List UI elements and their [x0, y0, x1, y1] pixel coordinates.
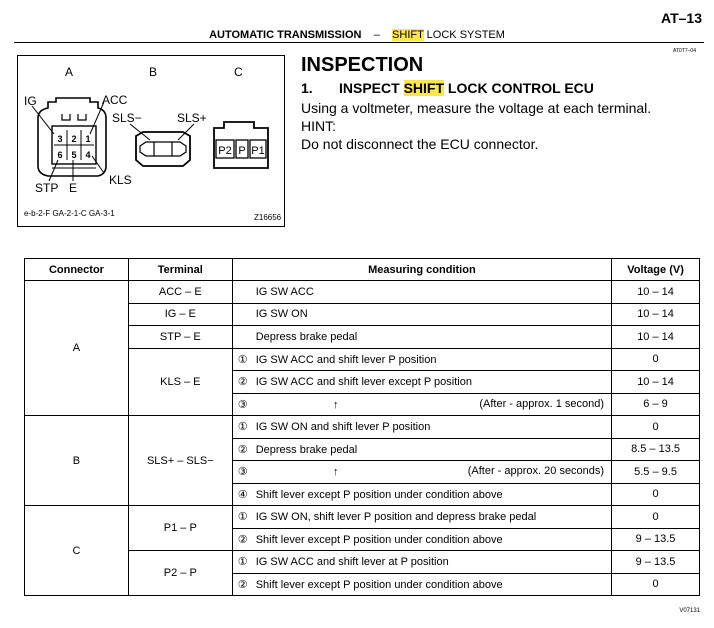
voltage-cell: 9 – 13.5	[612, 551, 700, 574]
step-post: LOCK CONTROL ECU	[444, 80, 594, 96]
step-1-title	[301, 80, 701, 97]
header-terminal: Terminal	[128, 259, 232, 281]
terminal-cell: P1 – P	[128, 506, 232, 551]
connector-cell: A	[25, 281, 129, 416]
voltage-cell: 10 – 14	[612, 281, 700, 304]
pin-a-3: 3	[57, 134, 63, 144]
terminal-cell: STP – E	[128, 326, 232, 349]
same-as-above-arrow: ↑	[332, 466, 339, 479]
step-marker: ②	[237, 376, 248, 389]
diagram-footer-right: Z16656	[254, 213, 282, 222]
header-condition: Measuring condition	[232, 259, 611, 281]
pin-a-1: 1	[85, 134, 91, 144]
connector-diagram	[17, 55, 285, 227]
step-marker: ①	[237, 556, 248, 569]
voltage-cell: 10 – 14	[612, 326, 700, 349]
terminal-cell: SLS+ – SLS−	[128, 416, 232, 506]
page-number: AT–13	[661, 10, 702, 26]
pin-c-p: P	[238, 145, 246, 157]
condition-text: Depress brake pedal	[255, 330, 358, 343]
diagram-footer-left: e-b-2-F GA-2-1-C GA-3-1	[24, 209, 115, 218]
hint-text: Do not disconnect the ECU connector.	[301, 136, 539, 152]
step-number: 1.	[301, 80, 313, 96]
header-rule	[14, 42, 704, 43]
step-marker: ②	[237, 578, 248, 591]
voltage-cell: 9 – 13.5	[612, 528, 700, 551]
condition-text: Shift lever except P position under condition above	[255, 488, 503, 501]
voltage-cell: 5.5 – 9.5	[612, 461, 700, 484]
reference-code: AT0T7–04	[673, 48, 696, 54]
step-highlight: SHIFT	[403, 80, 445, 96]
pin-label-sls-minus: SLS−	[112, 111, 142, 125]
condition-cell	[232, 461, 611, 484]
condition-cell	[232, 371, 611, 394]
header-section: AUTOMATIC TRANSMISSION	[209, 29, 362, 41]
step-marker: ②	[237, 533, 248, 546]
condition-text: Depress brake pedal	[255, 443, 358, 456]
after-note: (After - approx. 1 second)	[479, 397, 605, 410]
connector-label-a: A	[65, 65, 74, 79]
step-marker: ①	[237, 353, 248, 366]
pin-label-e: E	[69, 181, 78, 195]
step-marker: ①	[237, 421, 248, 434]
condition-text: IG SW ON	[255, 308, 308, 321]
connector-drawings	[18, 56, 284, 226]
condition-text: Shift lever except P position under condition above	[255, 578, 503, 591]
condition-cell	[232, 551, 611, 574]
pin-a-5: 5	[71, 150, 77, 160]
connector-a-shape	[32, 98, 106, 181]
connector-label-c: C	[234, 65, 243, 79]
pin-c-p2: P2	[218, 145, 232, 157]
voltage-cell: 0	[612, 573, 700, 596]
connector-cell: C	[25, 506, 129, 596]
voltage-table	[24, 258, 700, 596]
table-header-row	[25, 259, 700, 281]
pin-a-2: 2	[71, 134, 77, 144]
pin-a-6: 6	[57, 150, 63, 160]
pin-c-p1: P1	[251, 145, 265, 157]
pin-label-sls-plus: SLS+	[177, 111, 207, 125]
condition-cell	[232, 573, 611, 596]
terminal-cell: KLS – E	[128, 348, 232, 416]
condition-cell	[232, 348, 611, 371]
header-connector: Connector	[25, 259, 129, 281]
page-header	[14, 29, 700, 41]
voltage-cell: 8.5 – 13.5	[612, 438, 700, 461]
inspection-section	[301, 53, 701, 153]
pin-label-stp: STP	[35, 181, 59, 195]
header-voltage: Voltage (V)	[612, 259, 700, 281]
terminal-cell: IG – E	[128, 303, 232, 326]
table-row	[25, 416, 700, 439]
condition-cell	[232, 438, 611, 461]
condition-cell	[232, 506, 611, 529]
condition-cell	[232, 326, 611, 349]
same-as-above-arrow: ↑	[332, 398, 339, 411]
after-note: (After - approx. 20 seconds)	[467, 465, 605, 478]
connector-b-shape	[130, 124, 194, 166]
condition-text: IG SW ACC and shift lever P position	[255, 353, 437, 366]
condition-cell	[232, 393, 611, 416]
pin-label-kls: KLS	[109, 173, 132, 187]
instruction-line: Using a voltmeter, measure the voltage at each terminal.	[301, 100, 652, 116]
header-title-rest: LOCK SYSTEM	[423, 29, 505, 41]
condition-text: IG SW ACC and shift lever except P position	[255, 376, 472, 389]
step-marker: ①	[237, 511, 248, 524]
inspection-heading: INSPECTION	[301, 54, 424, 76]
voltage-cell: 0	[612, 416, 700, 439]
condition-text: IG SW ON, shift lever P position and depress brake pedal	[255, 511, 537, 524]
hint-label: HINT:	[301, 118, 336, 134]
connector-cell: B	[25, 416, 129, 506]
condition-cell	[232, 528, 611, 551]
connector-label-b: B	[149, 65, 158, 79]
condition-text: Shift lever except P position under condition above	[255, 533, 503, 546]
terminal-cell: P2 – P	[128, 551, 232, 596]
condition-cell	[232, 303, 611, 326]
condition-text: IG SW ACC	[255, 285, 314, 298]
header-title-highlight: SHIFT	[392, 29, 424, 41]
step-pre: INSPECT	[339, 80, 404, 96]
voltage-cell: 10 – 14	[612, 371, 700, 394]
condition-text: IG SW ON and shift lever P position	[255, 421, 431, 434]
table-row	[25, 506, 700, 529]
table-footer-code: V07131	[679, 608, 700, 614]
header-separator: –	[373, 29, 380, 41]
voltage-cell: 0	[612, 483, 700, 506]
pin-label-acc: ACC	[102, 93, 128, 107]
table-row	[25, 281, 700, 304]
condition-cell	[232, 416, 611, 439]
step-marker: ③	[237, 466, 248, 479]
condition-text: IG SW ACC and shift lever at P position	[255, 556, 449, 569]
step-marker: ②	[237, 443, 248, 456]
voltage-cell: 10 – 14	[612, 303, 700, 326]
pin-label-ig: IG	[24, 94, 37, 108]
condition-cell	[232, 281, 611, 304]
condition-cell	[232, 483, 611, 506]
voltage-cell: 0	[612, 348, 700, 371]
pin-a-4: 4	[85, 150, 91, 160]
voltage-cell: 6 – 9	[612, 393, 700, 416]
step-marker: ③	[237, 398, 248, 411]
terminal-cell: ACC – E	[128, 281, 232, 304]
step-marker: ④	[237, 488, 248, 501]
voltage-cell: 0	[612, 506, 700, 529]
